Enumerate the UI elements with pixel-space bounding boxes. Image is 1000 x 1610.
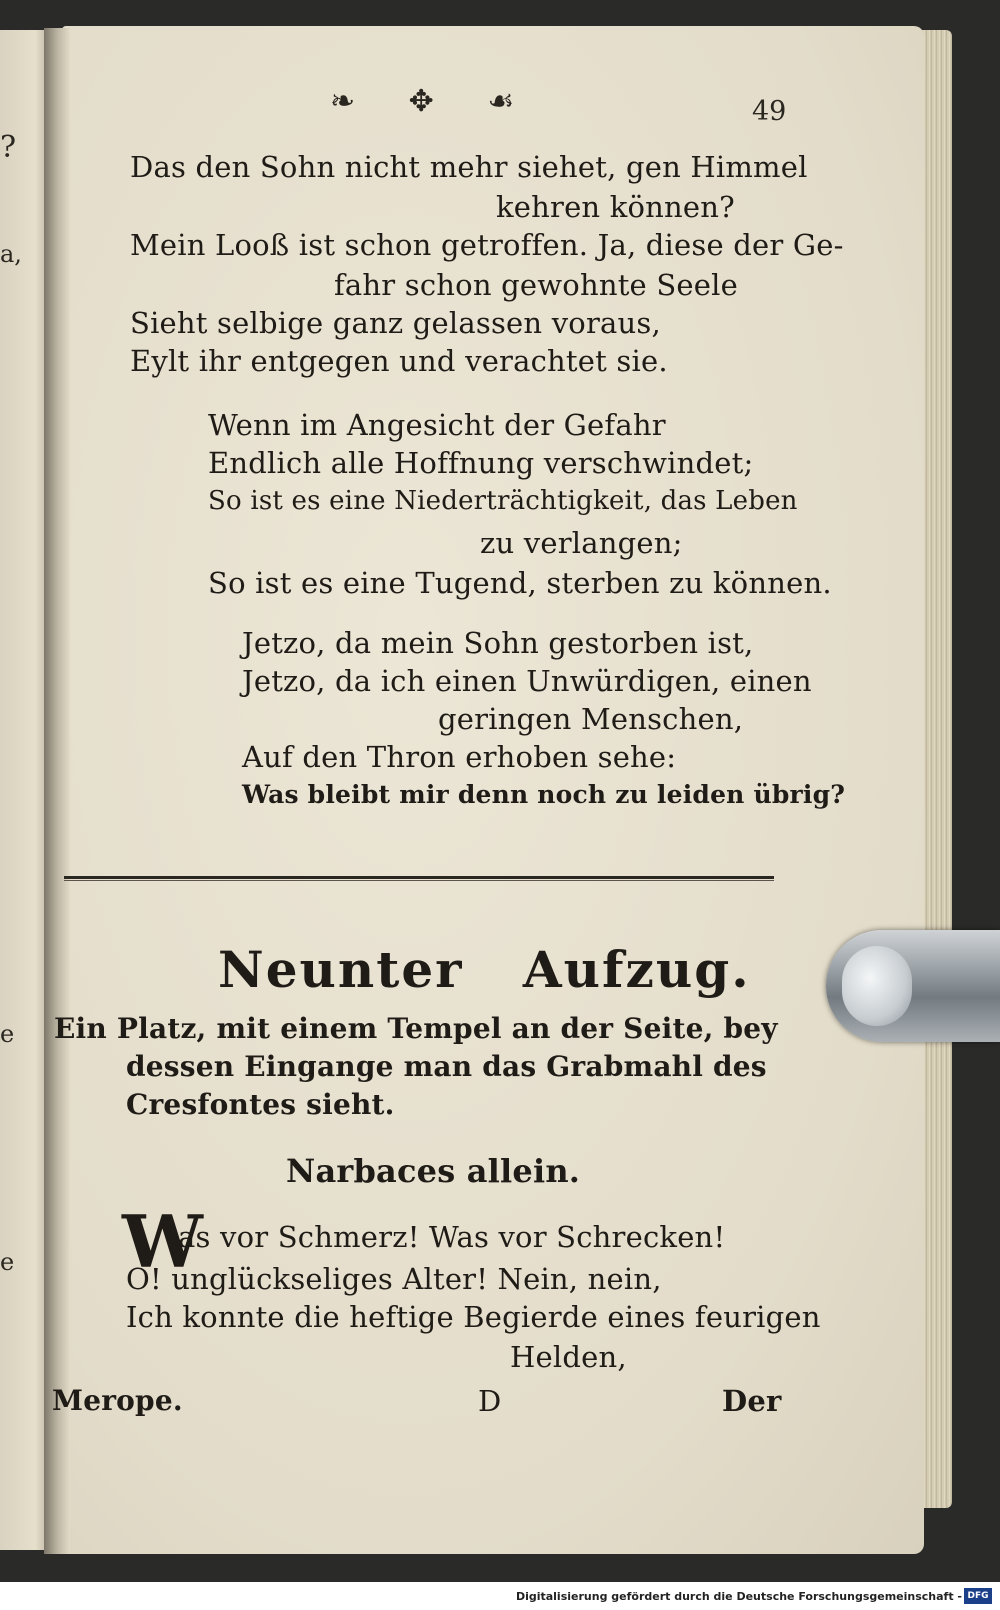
- verse-line: geringen Menschen,: [438, 702, 744, 736]
- speaker-name: Narbaces allein.: [286, 1152, 581, 1190]
- sheet-mark: D: [478, 1384, 502, 1418]
- stage-direction-line: dessen Eingange man das Grabmahl des: [126, 1050, 767, 1083]
- verse-line: So ist es eine Niederträchtigkeit, das Leben: [208, 486, 798, 516]
- verse-line: zu verlangen;: [480, 526, 683, 560]
- verse-line: fahr schon gewohnte Seele: [334, 268, 738, 302]
- verse-line: Mein Looß ist schon getroffen. Ja, diese der Ge-: [130, 228, 844, 262]
- dfg-logo: DFG: [964, 1588, 992, 1604]
- page-clip: [826, 930, 1000, 1042]
- section-divider-thin: [64, 880, 774, 881]
- section-divider: [64, 876, 774, 879]
- clip-highlight: [842, 946, 912, 1026]
- speech-line: Ich konnte die heftige Begierde eines feurigen: [126, 1300, 821, 1334]
- catchword: Der: [722, 1384, 782, 1418]
- verse-line: Was bleibt mir denn noch zu leiden übrig?: [242, 780, 846, 809]
- drop-capital: W: [122, 1199, 203, 1284]
- left-fragment-text: ?: [0, 130, 17, 165]
- speech-line: Helden,: [510, 1340, 627, 1374]
- left-fragment-text: e: [0, 1020, 15, 1048]
- credit-text: Digitalisierung gefördert durch die Deutsche Forschungsgemeinschaft -: [515, 1590, 962, 1603]
- page-number: 49: [752, 96, 787, 127]
- speech-line: as vor Schmerz! Was vor Schrecken!: [178, 1220, 726, 1254]
- verse-line: Endlich alle Hoffnung verschwindet;: [208, 446, 754, 480]
- verse-line: Sieht selbige ganz gelassen voraus,: [130, 306, 661, 340]
- header-ornament: ❧ ✥ ☙: [330, 84, 537, 119]
- left-page-fragment: [0, 30, 50, 1550]
- scene-heading: Neunter Aufzug.: [218, 940, 751, 999]
- stage-direction-line: Cresfontes sieht.: [126, 1088, 395, 1121]
- left-fragment-text: a,: [0, 240, 22, 268]
- verse-line: Eylt ihr entgegen und verachtet sie.: [130, 344, 668, 378]
- verse-line: Auf den Thron erhoben sehe:: [242, 740, 677, 774]
- verse-line: So ist es eine Tugend, sterben zu können.: [208, 566, 832, 600]
- stage-direction-line: Ein Platz, mit einem Tempel an der Seite, bey: [54, 1012, 778, 1045]
- left-fragment-text: e: [0, 1248, 15, 1276]
- speech-line: O! unglückseliges Alter! Nein, nein,: [126, 1262, 662, 1296]
- verse-line: kehren können?: [496, 190, 735, 224]
- verse-line: Jetzo, da mein Sohn gestorben ist,: [242, 626, 754, 660]
- verse-line: Wenn im Angesicht der Gefahr: [208, 408, 666, 442]
- verse-line: Das den Sohn nicht mehr siehet, gen Himmel: [130, 150, 808, 184]
- signature-mark: Merope.: [52, 1384, 183, 1417]
- verse-line: Jetzo, da ich einen Unwürdigen, einen: [242, 664, 812, 698]
- book-gutter: [44, 28, 70, 1554]
